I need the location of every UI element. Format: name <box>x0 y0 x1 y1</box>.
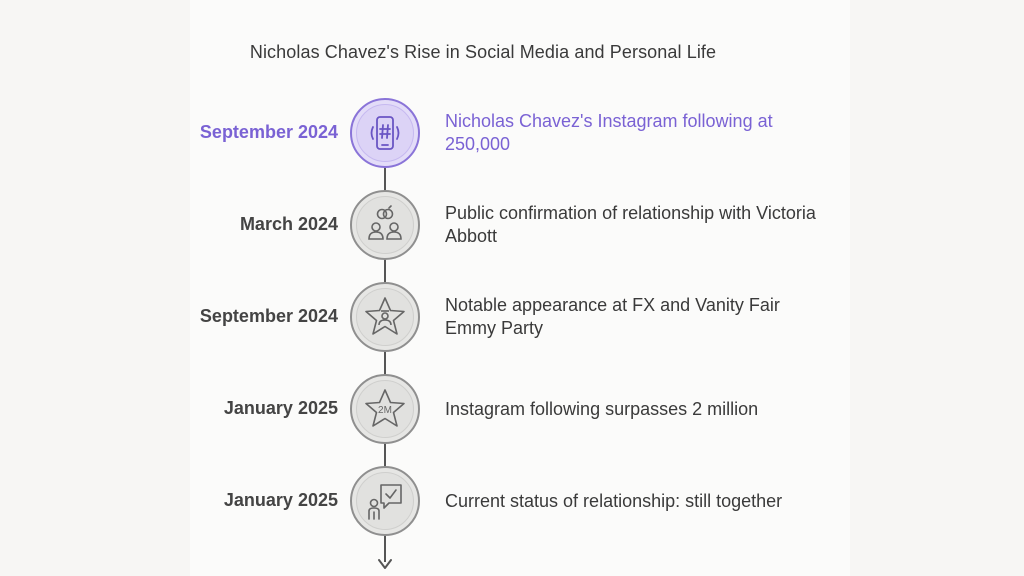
timeline-event-2 <box>0 190 1024 262</box>
event-description: Public confirmation of relationship with Victoria Abbott <box>445 203 816 246</box>
phone-hashtag-icon <box>363 111 407 155</box>
timeline-event-5 <box>0 466 1024 538</box>
timeline-event-4 <box>0 374 1024 446</box>
event-node <box>350 190 420 260</box>
event-date: January 2025 <box>223 490 338 510</box>
diagram-title: Nicholas Chavez's Rise in Social Media and Personal Life <box>249 42 717 62</box>
timeline-event-3 <box>0 282 1024 354</box>
couple-rings-icon <box>363 203 407 247</box>
timeline-event-1 <box>0 98 1024 170</box>
event-node <box>350 282 420 352</box>
event-node <box>350 466 420 536</box>
star-person-icon <box>362 294 408 340</box>
event-description: Instagram following surpasses 2 million <box>445 399 759 419</box>
star-2m-label: 2M <box>378 405 392 416</box>
event-description: Notable appearance at FX and Vanity Fair Emmy Party <box>445 295 780 338</box>
timeline-arrow-icon <box>378 558 392 570</box>
star-2m-icon <box>362 386 408 432</box>
event-node <box>350 98 420 168</box>
event-node <box>350 374 420 444</box>
person-checkmark-bubble-icon <box>363 479 407 523</box>
event-date: September 2024 <box>199 122 338 142</box>
event-description: Nicholas Chavez's Instagram following at 250,000 <box>445 111 773 154</box>
event-date: September 2024 <box>199 306 338 326</box>
event-description: Current status of relationship: still together <box>445 491 783 511</box>
event-date: March 2024 <box>239 214 338 234</box>
event-date: January 2025 <box>223 398 338 418</box>
